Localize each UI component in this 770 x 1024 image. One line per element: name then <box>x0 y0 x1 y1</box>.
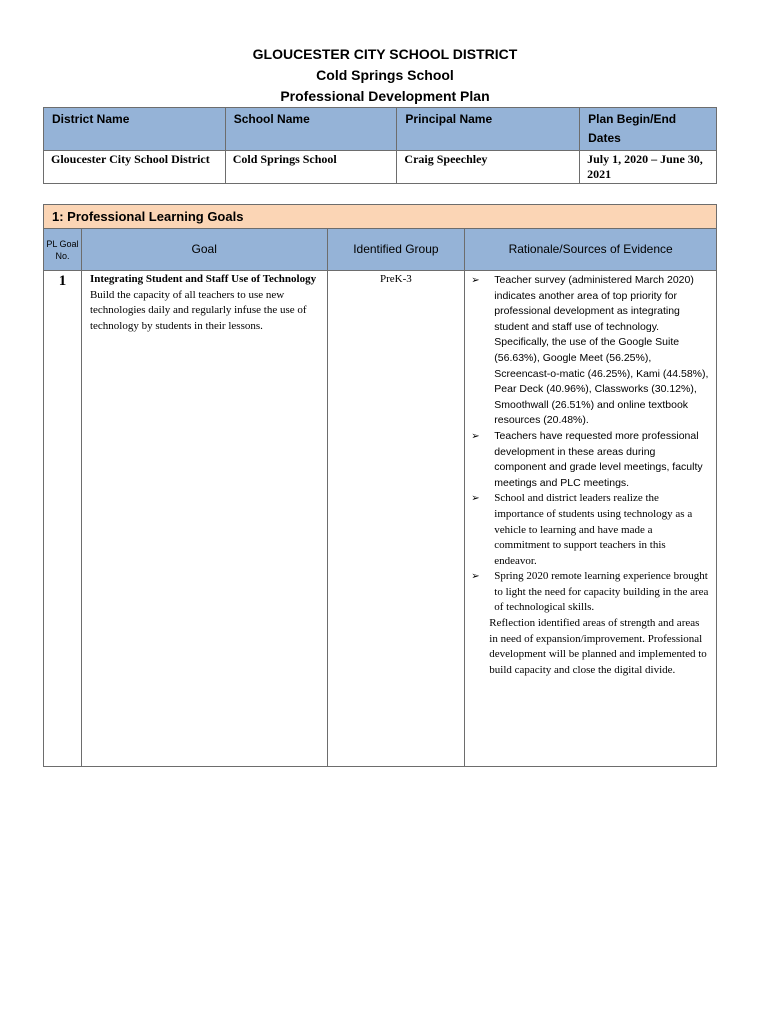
identified-group-header: Identified Group <box>327 229 465 271</box>
section-title: 1: Professional Learning Goals <box>44 205 717 229</box>
rationale-cell <box>465 271 717 767</box>
document-header <box>0 44 770 107</box>
school-name-value: Cold Springs School <box>225 151 397 184</box>
goal-header: Goal <box>81 229 327 271</box>
plan-title: Professional Development Plan <box>280 88 490 104</box>
district-title: GLOUCESTER CITY SCHOOL DISTRICT <box>252 46 518 62</box>
principal-name-value: Craig Speechley <box>397 151 580 184</box>
arrowhead-bullet-icon: ➢ <box>471 493 480 505</box>
plan-dates-value: July 1, 2020 – June 30, 2021 <box>580 151 717 184</box>
rationale-header: Rationale/Sources of Evidence <box>465 229 717 271</box>
rationale-item: ➢ Teacher survey (administered March 2020) indicates another area of top priority for professional development as integrating student and staff use of technology. Specifically, the use of the Google Suite (56.63%), Google Meet (56.25%), Screencast-o-matic (46.25%), Kami (44.58%), Pear Deck (40.96%), Classworks (30.12%), Smoothwall (26.51%) and online textbook resources (20.48%). <box>471 274 709 427</box>
rationale-item: ➢ Teachers have requested more professional development in these areas during component and grade level meetings, faculty meetings and PLC meetings. <box>471 429 703 489</box>
rationale-list <box>471 273 710 616</box>
goal-number: 1 <box>44 271 82 767</box>
info-header-row <box>44 108 717 151</box>
identified-group-value: PreK-3 <box>327 271 465 767</box>
info-value-row <box>44 151 717 184</box>
goal-cell <box>81 271 327 767</box>
info-table <box>43 107 717 184</box>
goal-title: Integrating Student and Staff Use of Technology <box>89 273 317 285</box>
goal-row <box>44 271 717 767</box>
principal-name-header: Principal Name <box>397 108 580 151</box>
rationale-continuation: Reflection identified areas of strength and areas in need of expansion/improvement. Professional development will be planned and implemented to build capacity and close the digital divide. <box>489 617 707 676</box>
pl-goal-no-header: PL Goal No. <box>44 229 82 271</box>
goals-table <box>43 204 717 767</box>
goals-column-header-row <box>44 229 717 271</box>
rationale-item: ➢ Spring 2020 remote learning experience brought to light the need for capacity building in the area of technological skills. <box>471 570 709 614</box>
school-name-header: School Name <box>225 108 397 151</box>
arrowhead-bullet-icon: ➢ <box>471 275 480 286</box>
goal-description: Build the capacity of all teachers to use new technologies daily and regularly infuse the use of technology by students in their lessons. <box>89 288 307 332</box>
plan-dates-header: Plan Begin/End Dates <box>580 108 717 151</box>
rationale-item: ➢ School and district leaders realize the importance of students using technology as a vehicle to learning and have made a commitment to support teachers in this endeavor. <box>471 492 693 567</box>
arrowhead-bullet-icon: ➢ <box>471 571 480 583</box>
arrowhead-bullet-icon: ➢ <box>471 430 480 442</box>
school-title: Cold Springs School <box>316 67 454 83</box>
district-name-value: Gloucester City School District <box>44 151 226 184</box>
district-name-header: District Name <box>44 108 226 151</box>
